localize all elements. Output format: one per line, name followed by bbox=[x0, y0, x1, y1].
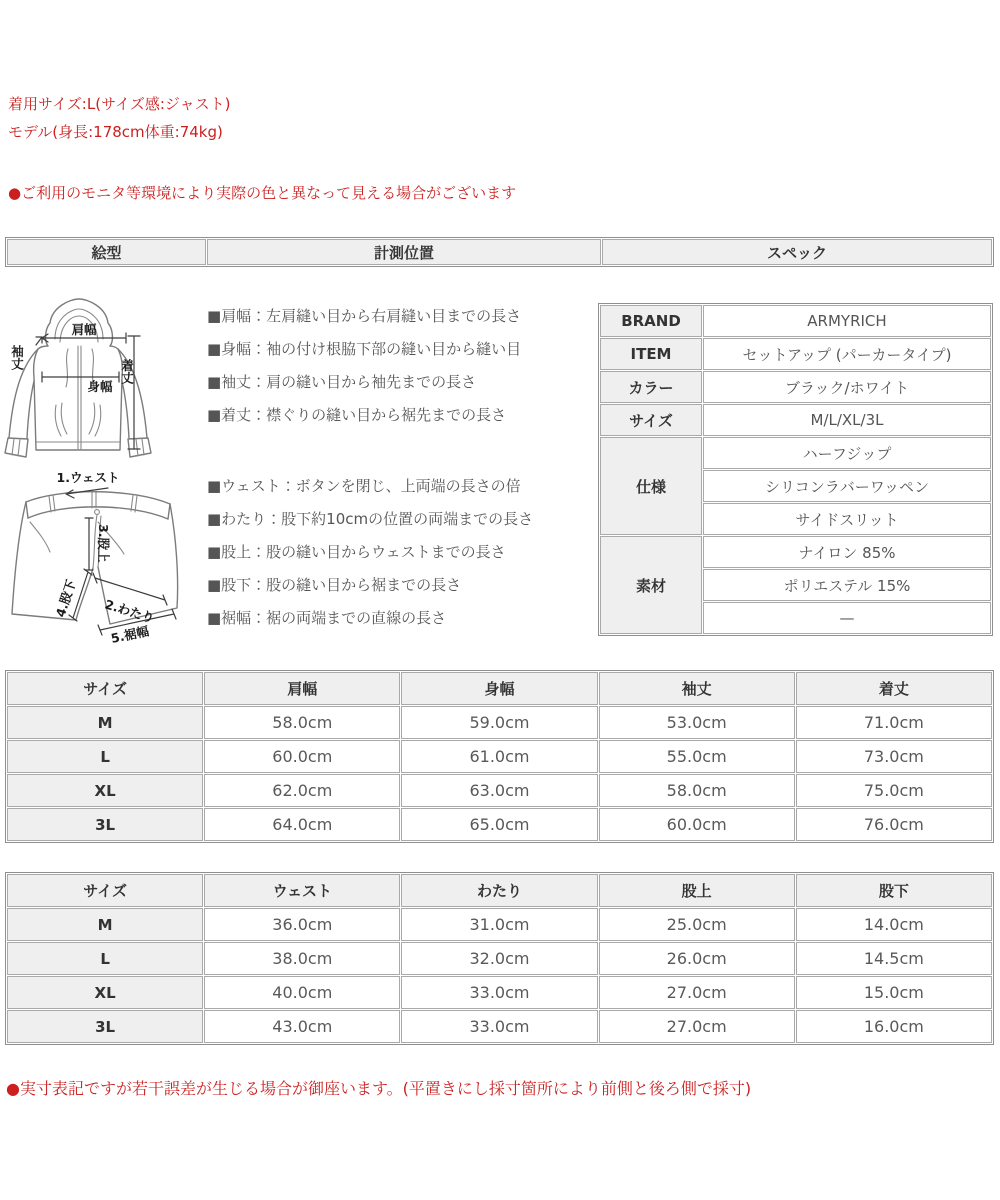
value-cell: 32.0cm bbox=[401, 942, 597, 975]
body-width-label: 身幅 bbox=[87, 379, 113, 394]
value-cell: 14.0cm bbox=[796, 908, 992, 941]
spec-label-brand: BRAND bbox=[600, 305, 702, 337]
size-cell: M bbox=[7, 908, 203, 941]
guide-header-position: 計測位置 bbox=[207, 239, 601, 265]
inseam-label: 4.股下 bbox=[52, 577, 79, 619]
shorts-waistband bbox=[26, 492, 170, 504]
col-header-body-width: 身幅 bbox=[401, 672, 597, 705]
value-cell: 16.0cm bbox=[796, 1010, 992, 1043]
value-cell: 59.0cm bbox=[401, 706, 597, 739]
shorts-button bbox=[95, 510, 100, 515]
table-row bbox=[7, 740, 992, 773]
measurement-notice: ●実寸表記ですが若干誤差が生じる場合が御座います。(平置きにし採寸箇所により前側と後ろ側で採寸) bbox=[6, 1079, 752, 1098]
col-header-shoulder: 肩幅 bbox=[204, 672, 400, 705]
value-cell: 62.0cm bbox=[204, 774, 400, 807]
jacket-zipper bbox=[78, 346, 81, 450]
waist-arrow bbox=[66, 488, 108, 498]
value-cell: 31.0cm bbox=[401, 908, 597, 941]
guide-header-shape: 絵型 bbox=[7, 239, 206, 265]
value-cell: 40.0cm bbox=[204, 976, 400, 1009]
note-shoulder: ■肩幅：左肩縫い目から右肩縫い目までの長さ bbox=[207, 307, 522, 325]
table-row bbox=[7, 706, 992, 739]
value-cell: 63.0cm bbox=[401, 774, 597, 807]
table-row bbox=[7, 976, 992, 1009]
note-rise: ■股上：股の縫い目からウェストまでの長さ bbox=[207, 543, 506, 561]
spec-row-color bbox=[600, 371, 991, 403]
note-waist: ■ウェスト：ボタンを閉じ、上両端の長さの倍 bbox=[207, 477, 521, 495]
note-thigh: ■わたり：股下約10cmの位置の両端までの長さ bbox=[207, 510, 534, 528]
spec-row-brand bbox=[600, 305, 991, 337]
guide-header bbox=[5, 237, 994, 267]
col-header-size: サイズ bbox=[7, 672, 203, 705]
jacket-measure-notes bbox=[207, 300, 521, 432]
value-cell: 76.0cm bbox=[796, 808, 992, 841]
wearing-size-line: 着用サイズ:L(サイズ感:ジャスト) bbox=[8, 95, 231, 113]
col-header-inseam: 股下 bbox=[796, 874, 992, 907]
spec-value-size: M/L/XL/3L bbox=[703, 404, 991, 436]
size-cell: XL bbox=[7, 976, 203, 1009]
shorts-left-leg bbox=[12, 502, 93, 620]
spec-value-feature-3: サイドスリット bbox=[703, 503, 991, 535]
thigh-label: 2.わたり bbox=[103, 596, 157, 626]
size-cell: L bbox=[7, 942, 203, 975]
shorts-size-table bbox=[5, 872, 994, 1045]
hem-width-label: 5.裾幅 bbox=[109, 623, 151, 646]
jacket-diagram bbox=[0, 289, 160, 479]
thigh-line bbox=[93, 573, 167, 605]
value-cell: 33.0cm bbox=[401, 1010, 597, 1043]
spec-label-size: サイズ bbox=[600, 404, 702, 436]
waist-label: 1.ウェスト bbox=[56, 470, 120, 485]
value-cell: 38.0cm bbox=[204, 942, 400, 975]
jacket-right-pocket bbox=[89, 403, 101, 436]
size-cell: 3L bbox=[7, 808, 203, 841]
value-cell: 14.5cm bbox=[796, 942, 992, 975]
value-cell: 64.0cm bbox=[204, 808, 400, 841]
shorts-diagram bbox=[0, 466, 190, 648]
value-cell: 73.0cm bbox=[796, 740, 992, 773]
spec-value-material-1: ナイロン 85% bbox=[703, 536, 991, 568]
jacket-left-pocket bbox=[55, 403, 67, 436]
guide-header-spec: スペック bbox=[602, 239, 992, 265]
rise-label: 3.股上 bbox=[96, 524, 111, 563]
value-cell: 26.0cm bbox=[599, 942, 795, 975]
table-row bbox=[7, 774, 992, 807]
note-length: ■着丈：襟ぐりの縫い目から裾先までの長さ bbox=[207, 406, 507, 424]
spec-value-feature-1: ハーフジップ bbox=[703, 437, 991, 469]
spec-label-feature: 仕様 bbox=[600, 437, 702, 535]
table-row bbox=[7, 942, 992, 975]
size-cell: XL bbox=[7, 774, 203, 807]
value-cell: 60.0cm bbox=[599, 808, 795, 841]
spec-row-item bbox=[600, 338, 991, 370]
spec-label-material: 素材 bbox=[600, 536, 702, 634]
rise-line bbox=[85, 518, 93, 570]
value-cell: 75.0cm bbox=[796, 774, 992, 807]
spec-value-color: ブラック/ホワイト bbox=[703, 371, 991, 403]
col-header-length: 着丈 bbox=[796, 672, 992, 705]
table-row bbox=[7, 908, 992, 941]
size-cell: 3L bbox=[7, 1010, 203, 1043]
spec-value-feature-2: シリコンラバーワッペン bbox=[703, 470, 991, 502]
col-header-size: サイズ bbox=[7, 874, 203, 907]
col-header-thigh: わたり bbox=[401, 874, 597, 907]
spec-value-material-3: — bbox=[703, 602, 991, 634]
table-header-row bbox=[7, 672, 992, 705]
note-inseam: ■股下：股の縫い目から裾までの長さ bbox=[207, 576, 462, 594]
value-cell: 65.0cm bbox=[401, 808, 597, 841]
sleeve-length-label: 袖丈 bbox=[9, 345, 25, 370]
body-length-label: 着丈 bbox=[119, 359, 135, 384]
value-cell: 36.0cm bbox=[204, 908, 400, 941]
note-body-width: ■身幅：袖の付け根脇下部の縫い目から縫い目 bbox=[207, 340, 522, 358]
value-cell: 58.0cm bbox=[599, 774, 795, 807]
sleeve-length-arrow bbox=[36, 337, 42, 345]
monitor-notice: ●ご利用のモニタ等環境により実際の色と異なって見える場合がございます bbox=[8, 184, 517, 202]
size-cell: M bbox=[7, 706, 203, 739]
col-header-sleeve: 袖丈 bbox=[599, 672, 795, 705]
note-hem: ■裾幅：裾の両端までの直線の長さ bbox=[207, 609, 447, 627]
note-sleeve: ■袖丈：肩の縫い目から袖先までの長さ bbox=[207, 373, 477, 391]
col-header-waist: ウェスト bbox=[204, 874, 400, 907]
wearing-info bbox=[8, 90, 230, 146]
shoulder-width-label: 肩幅 bbox=[71, 322, 97, 337]
value-cell: 60.0cm bbox=[204, 740, 400, 773]
spec-value-brand: ARMYRICH bbox=[703, 305, 991, 337]
spec-table bbox=[598, 303, 993, 636]
table-row bbox=[7, 1010, 992, 1043]
spec-row-size bbox=[600, 404, 991, 436]
value-cell: 25.0cm bbox=[599, 908, 795, 941]
value-cell: 61.0cm bbox=[401, 740, 597, 773]
model-info-line: モデル(身長:178cm体重:74kg) bbox=[8, 123, 223, 141]
spec-label-item: ITEM bbox=[600, 338, 702, 370]
spec-value-material-2: ポリエステル 15% bbox=[703, 569, 991, 601]
size-cell: L bbox=[7, 740, 203, 773]
spec-row-feature-1 bbox=[600, 437, 991, 469]
table-row bbox=[7, 808, 992, 841]
value-cell: 58.0cm bbox=[204, 706, 400, 739]
value-cell: 43.0cm bbox=[204, 1010, 400, 1043]
spec-label-color: カラー bbox=[600, 371, 702, 403]
value-cell: 33.0cm bbox=[401, 976, 597, 1009]
value-cell: 15.0cm bbox=[796, 976, 992, 1009]
jacket-size-table bbox=[5, 670, 994, 843]
value-cell: 55.0cm bbox=[599, 740, 795, 773]
value-cell: 27.0cm bbox=[599, 1010, 795, 1043]
col-header-rise: 股上 bbox=[599, 874, 795, 907]
table-header-row bbox=[7, 874, 992, 907]
shorts-measure-notes bbox=[207, 470, 533, 635]
value-cell: 53.0cm bbox=[599, 706, 795, 739]
spec-value-item: セットアップ (パーカータイプ) bbox=[703, 338, 991, 370]
value-cell: 27.0cm bbox=[599, 976, 795, 1009]
body-length-line bbox=[128, 336, 140, 449]
spec-row-material-1 bbox=[600, 536, 991, 568]
value-cell: 71.0cm bbox=[796, 706, 992, 739]
